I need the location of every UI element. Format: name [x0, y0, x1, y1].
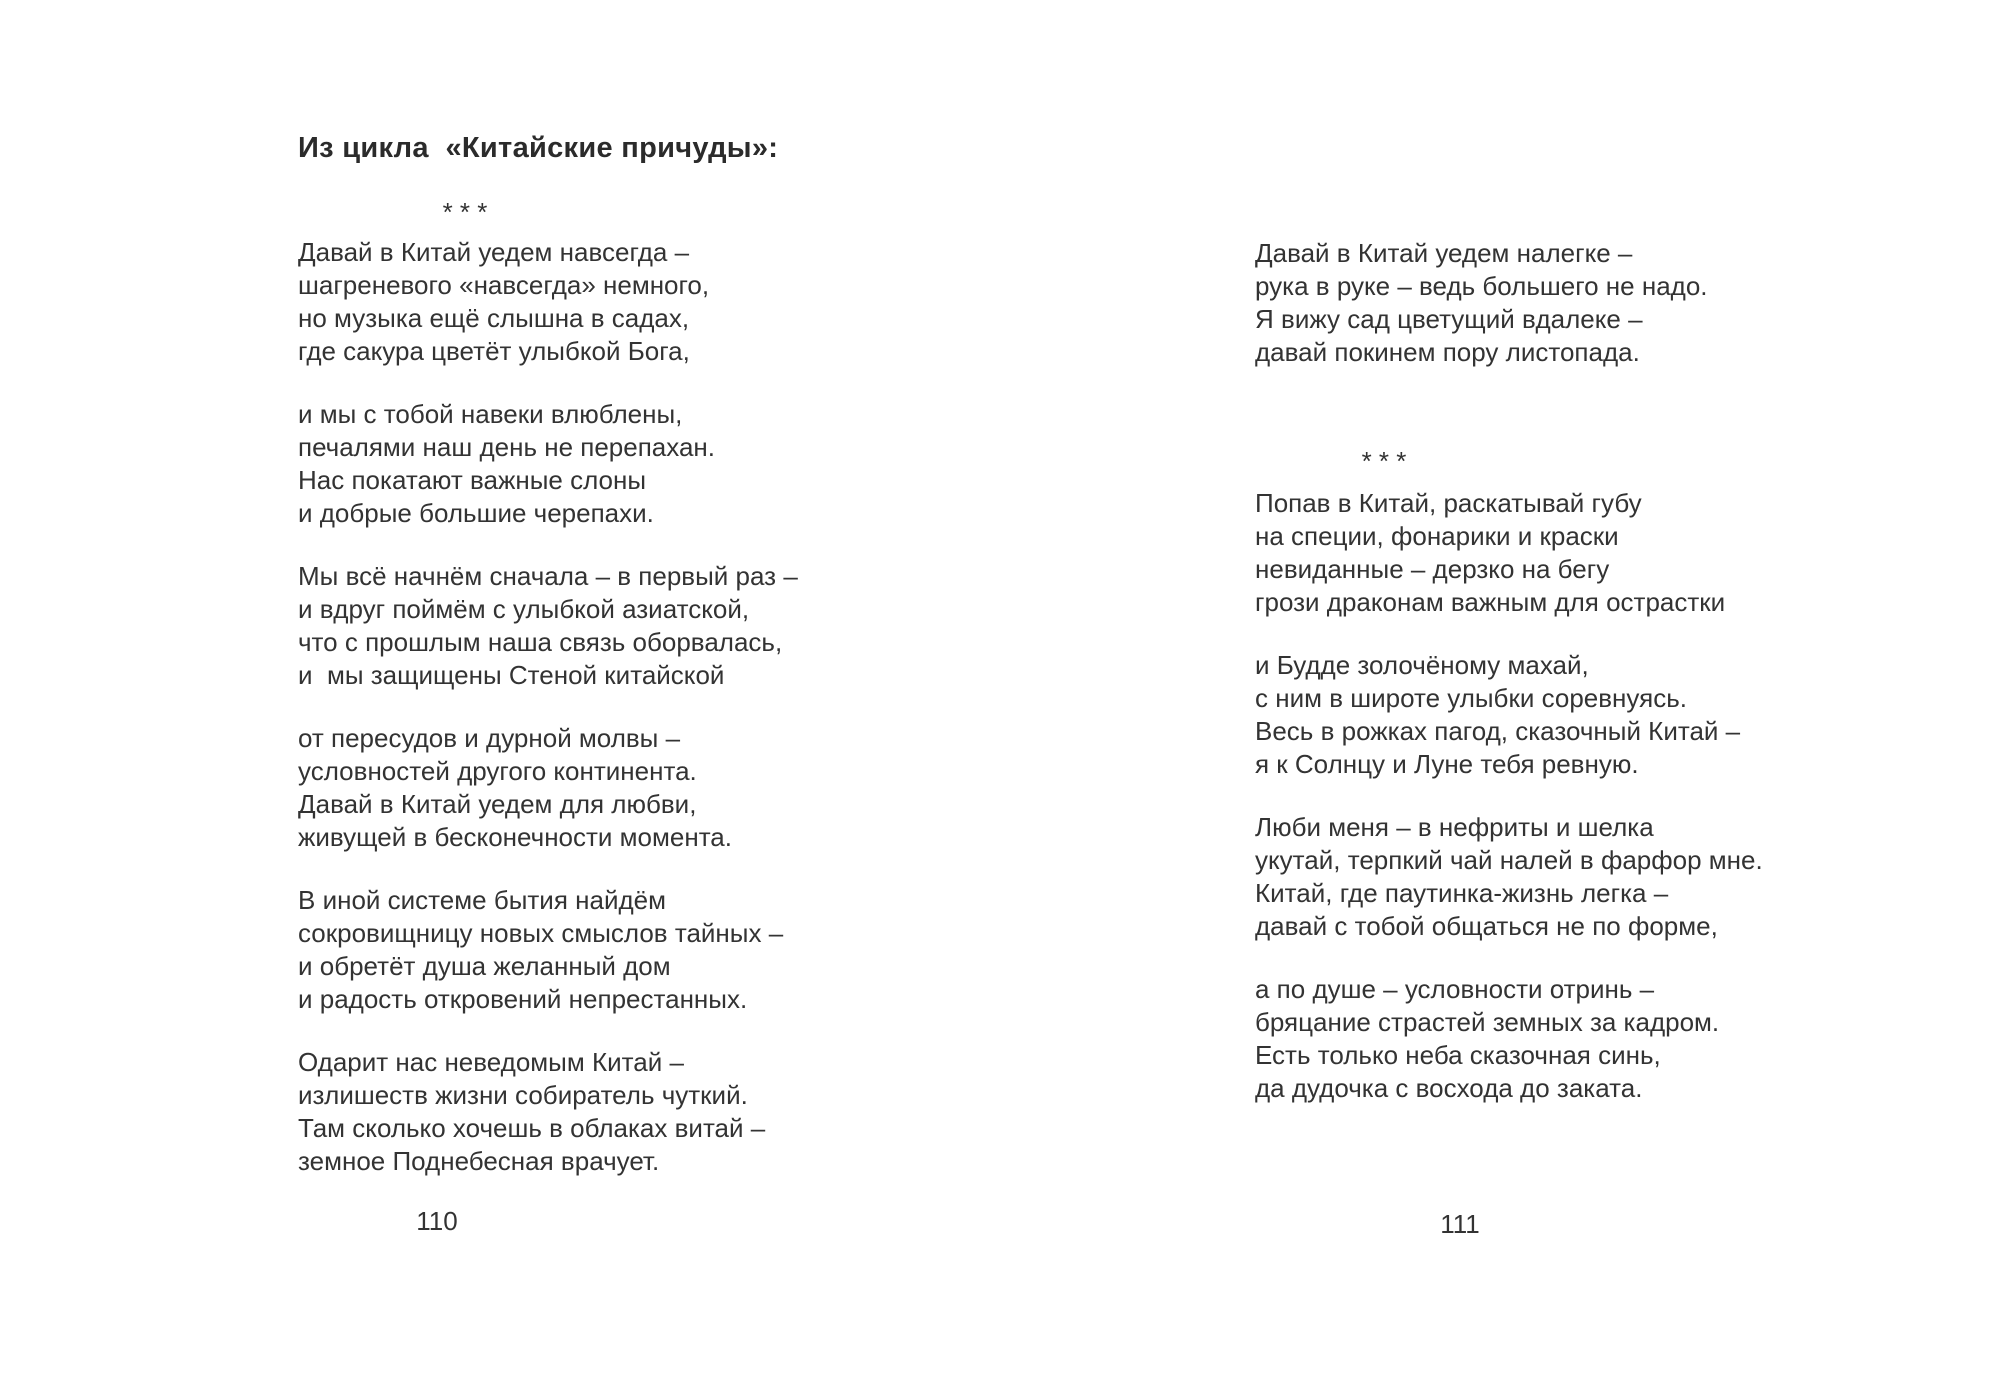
poem-line: и вдруг поймём с улыбкой азиатской, [298, 594, 750, 624]
poem-line: Есть только неба сказочная синь, [1255, 1040, 1661, 1070]
left-page [298, 133, 898, 1178]
stanza [298, 398, 898, 530]
poem-line: Мы всё начнём сначала – в первый раз – [298, 561, 798, 591]
cycle-header: Из цикла «Китайские причуды»: [298, 132, 779, 164]
poem-line: В иной системе бытия найдём [298, 885, 666, 915]
poem-line: Давай в Китай уедем налегке – [1255, 238, 1633, 268]
stanza [1255, 811, 1855, 943]
poem-line: я к Солнцу и Луне тебя ревную. [1255, 749, 1639, 779]
poem-line: давай покинем пору листопада. [1255, 337, 1640, 367]
section-separator: * * * [1361, 446, 1407, 476]
poem-line: Я вижу сад цветущий вдалеке – [1255, 304, 1643, 334]
poem-line: бряцание страстей земных за кадром. [1255, 1007, 1720, 1037]
poem-line: и радость откровений непрестанных. [298, 984, 748, 1014]
stanza [298, 722, 898, 854]
stanza [298, 560, 898, 692]
stanza [298, 884, 898, 1016]
poem-line: невиданные – дерзко на бегу [1255, 554, 1610, 584]
poem-line: сокровищницу новых смыслов тайных – [298, 918, 784, 948]
poem-line: и Будде золочёному махай, [1255, 650, 1589, 680]
stanza [298, 236, 898, 368]
section-separator: * * * [442, 197, 488, 227]
poem-line: Весь в рожках пагод, сказочный Китай – [1255, 716, 1741, 746]
poem-line: условностей другого континента. [298, 756, 697, 786]
poem-line: от пересудов и дурной молвы – [298, 723, 681, 753]
poem-line: и добрые большие черепахи. [298, 498, 654, 528]
poem-line: живущей в бесконечности момента. [298, 822, 732, 852]
poem-line: земное Поднебесная врачует. [298, 1146, 660, 1176]
poem-line: Одарит нас неведомым Китай – [298, 1047, 684, 1077]
poem-line: Там сколько хочешь в облаках витай – [298, 1113, 766, 1143]
page-number: 111 [1440, 1209, 1480, 1239]
poem-line: укутай, терпкий чай налей в фарфор мне. [1255, 845, 1763, 875]
stanza [298, 1046, 898, 1178]
poem-line: излишеств жизни собиратель чуткий. [298, 1080, 748, 1110]
poem-line: давай с тобой общаться не по форме, [1255, 911, 1718, 941]
stanza [1255, 649, 1855, 781]
poem-line: грози драконам важным для острастки [1255, 587, 1726, 617]
poem-line: Давай в Китай уедем для любви, [298, 789, 697, 819]
right-page [1255, 237, 1855, 1105]
poem-line: да дудочка с восхода до заката. [1255, 1073, 1643, 1103]
poem-line: Попав в Китай, раскатывай губу [1255, 488, 1642, 518]
poem-line: и мы защищены Стеной китайской [298, 660, 725, 690]
poem-line: Давай в Китай уедем навсегда – [298, 237, 690, 267]
poem-line: на специи, фонарики и краски [1255, 521, 1619, 551]
poem-line: шагреневого «навсегда» немного, [298, 270, 710, 300]
page-number: 110 [416, 1206, 458, 1236]
stanza [1255, 487, 1855, 619]
stanza [1255, 237, 1855, 369]
poem-line: что с прошлым наша связь оборвалась, [298, 627, 783, 657]
poem-line: Люби меня – в нефриты и шелка [1255, 812, 1654, 842]
stanza [1255, 973, 1855, 1105]
poem-line: рука в руке – ведь большего не надо. [1255, 271, 1708, 301]
poem-line: где сакура цветёт улыбкой Бога, [298, 336, 690, 366]
poem-line: а по душе – условности отринь – [1255, 974, 1655, 1004]
poem-line: Нас покатают важные слоны [298, 465, 647, 495]
poem-line: но музыка ещё слышна в садах, [298, 303, 690, 333]
poem-line: с ним в широте улыбки соревнуясь. [1255, 683, 1687, 713]
poem-line: и обретёт душа желанный дом [298, 951, 671, 981]
poem-line: печалями наш день не перепахан. [298, 432, 716, 462]
poem-line: и мы с тобой навеки влюблены, [298, 399, 683, 429]
poem-line: Китай, где паутинка-жизнь легка – [1255, 878, 1669, 908]
